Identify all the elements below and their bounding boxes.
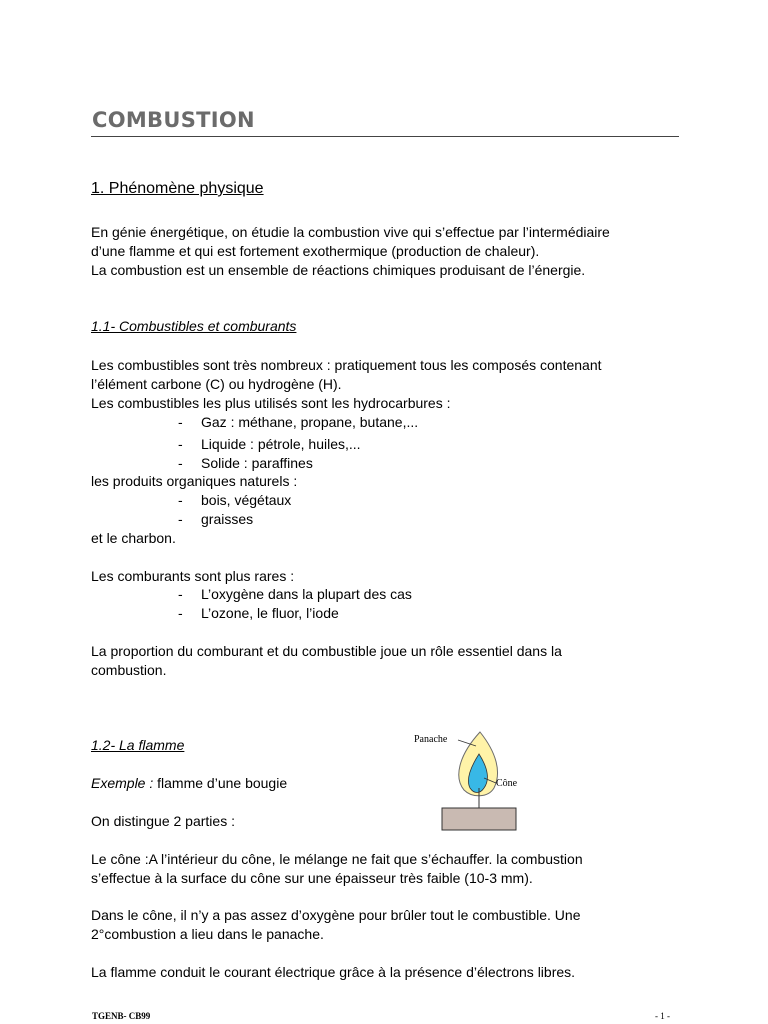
cone-label: Cône bbox=[496, 778, 518, 789]
list-item-solide: - Solide : paraffines bbox=[178, 455, 313, 471]
combustibles-line-1: Les combustibles sont très nombreux : pratiquement tous les composés contenant bbox=[91, 357, 602, 373]
cone-line-1: Le cône :A l’intérieur du cône, le mélange ne fait que s’échauffer. la combustion bbox=[91, 851, 583, 867]
panache-line-2: 2°combustion a lieu dans le panache. bbox=[91, 926, 324, 942]
intro-line-3: La combustion est un ensemble de réactions chimiques produisant de l’énergie. bbox=[91, 262, 586, 278]
comburants-intro: Les comburants sont plus rares : bbox=[91, 568, 295, 584]
courant-line: La flamme conduit le courant électrique grâce à la présence d’électrons libres. bbox=[91, 964, 576, 980]
charbon-line: et le charbon. bbox=[91, 530, 176, 546]
combustibles-line-3: Les combustibles les plus utilisés sont les hydrocarbures : bbox=[91, 395, 451, 411]
section-1-heading: 1. Phénomène physique bbox=[91, 180, 264, 197]
list-item-bois: - bois, végétaux bbox=[178, 492, 292, 508]
footer-reference: TGENB- CB99 bbox=[92, 1011, 151, 1021]
exemple-line: Exemple : flamme d’une bougie bbox=[91, 775, 288, 791]
intro-line-2: d’une flamme et qui est fortement exothermique (production de chaleur). bbox=[91, 243, 540, 259]
section-1-2-heading: 1.2- La flamme bbox=[91, 737, 185, 753]
list-item-ozone: - L’ozone, le fluor, l’iode bbox=[178, 605, 339, 621]
flame-diagram bbox=[410, 726, 530, 834]
candle-body bbox=[442, 808, 516, 830]
proportion-line-1: La proportion du comburant et du combustible joue un rôle essentiel dans la bbox=[91, 643, 562, 659]
intro-line-1: En génie énergétique, on étudie la combustion vive qui s’effectue par l’intermédiaire bbox=[91, 224, 610, 240]
proportion-line-2: combustion. bbox=[91, 662, 167, 678]
list-item-gaz: - Gaz : méthane, propane, butane,... bbox=[178, 414, 419, 430]
page-number: - 1 - bbox=[655, 1011, 670, 1021]
panache-label: Panache bbox=[414, 734, 448, 745]
title-divider bbox=[91, 136, 679, 137]
section-1-1-heading: 1.1- Combustibles et comburants bbox=[91, 318, 297, 334]
list-item-liquide: - Liquide : pétrole, huiles,... bbox=[178, 436, 361, 452]
combustibles-line-2: l’élément carbone (C) ou hydrogène (H). bbox=[91, 376, 342, 392]
organiques-intro: les produits organiques naturels : bbox=[91, 473, 298, 489]
parties-line: On distingue 2 parties : bbox=[91, 813, 235, 829]
list-item-oxygene: - L’oxygène dans la plupart des cas bbox=[178, 586, 412, 602]
page-title: COMBUSTION bbox=[92, 108, 255, 132]
panache-line-1: Dans le cône, il n’y a pas assez d’oxygène pour brûler tout le combustible. Une bbox=[91, 907, 581, 923]
cone-line-2: s’effectue à la surface du cône sur une épaisseur très faible (10-3 mm). bbox=[91, 870, 533, 886]
list-item-graisses: - graisses bbox=[178, 511, 254, 527]
